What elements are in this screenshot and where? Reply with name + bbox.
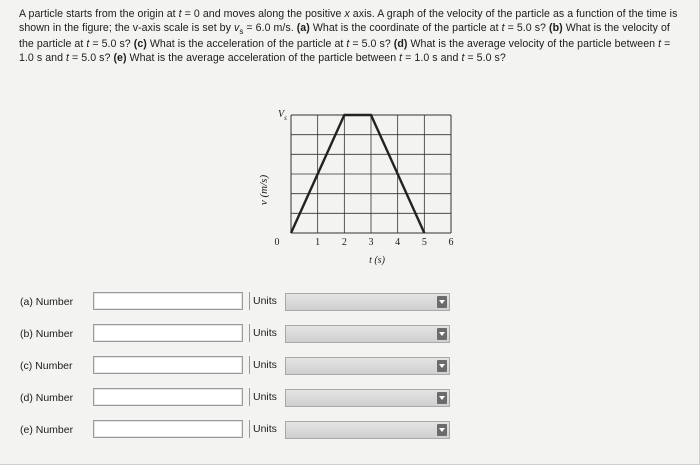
x-tick-labels [315, 237, 453, 248]
answer-label: (b) Number [20, 328, 74, 340]
units-select-e[interactable] [285, 421, 450, 439]
number-input-c[interactable] [93, 356, 243, 374]
x-tick-label: 1 [315, 237, 321, 248]
dropdown-arrow-icon[interactable] [437, 328, 447, 340]
number-input-e[interactable] [93, 420, 243, 438]
dropdown-arrow-icon[interactable] [437, 296, 447, 308]
number-input-b[interactable] [93, 324, 243, 342]
answer-label: (a) Number [20, 296, 74, 308]
origin-label: 0 [274, 237, 280, 248]
answer-row-c [0, 356, 700, 380]
dropdown-arrow-icon[interactable] [437, 360, 447, 372]
x-tick-label: 4 [395, 237, 401, 248]
answer-row-d [0, 388, 700, 412]
answer-row-a [0, 292, 700, 316]
x-tick-label: 3 [368, 237, 374, 248]
x-tick-label: 2 [341, 237, 347, 248]
units-select-d[interactable] [285, 389, 450, 407]
x-tick-label: 5 [421, 237, 427, 248]
y-axis-label: v (m/s) [258, 174, 270, 206]
number-input-a[interactable] [93, 292, 243, 310]
velocity-graph-svg [245, 100, 475, 275]
number-input-d[interactable] [93, 388, 243, 406]
units-label: Units [249, 292, 281, 310]
units-select-a[interactable] [285, 293, 450, 311]
velocity-graph [245, 100, 475, 275]
graph-grid [291, 115, 451, 233]
answer-label: (d) Number [20, 392, 74, 404]
units-label: Units [249, 420, 281, 438]
vs-label: $V_s$ [278, 109, 287, 122]
units-select-b[interactable] [285, 325, 450, 343]
answer-row-e [0, 420, 700, 444]
units-label: Units [249, 324, 281, 342]
dropdown-arrow-icon[interactable] [437, 424, 447, 436]
units-select-c[interactable] [285, 357, 450, 375]
answer-label: (c) Number [20, 360, 73, 372]
dropdown-arrow-icon[interactable] [437, 392, 447, 404]
units-label: Units [249, 388, 281, 406]
answer-row-b [0, 324, 700, 348]
x-tick-label: 6 [448, 237, 454, 248]
x-axis-label: t (s) [369, 255, 385, 266]
units-label: Units [249, 356, 281, 374]
problem-statement: A particle starts from the origin at t = 0 and moves along the positive x axis. A graph of the velocity of the particle as a function of the time is shown in the figure; the v-axis scale is set by $v_s = 6.0$ m/s. (a) What is the coordinate of the particle at t = 5.0 s? (b) What is the velocity of the particle at t = 5.0 s? (c) What is the acceleration of the particle at t = 5.0 s? (d) What is the average velocity of the particle between t = 1.0 s and t = 5.0 s? (e) What is the average acceleration of the particle between t = 1.0 s and t = 5.0 s? [19, 8, 678, 64]
answer-label: (e) Number [20, 424, 74, 436]
